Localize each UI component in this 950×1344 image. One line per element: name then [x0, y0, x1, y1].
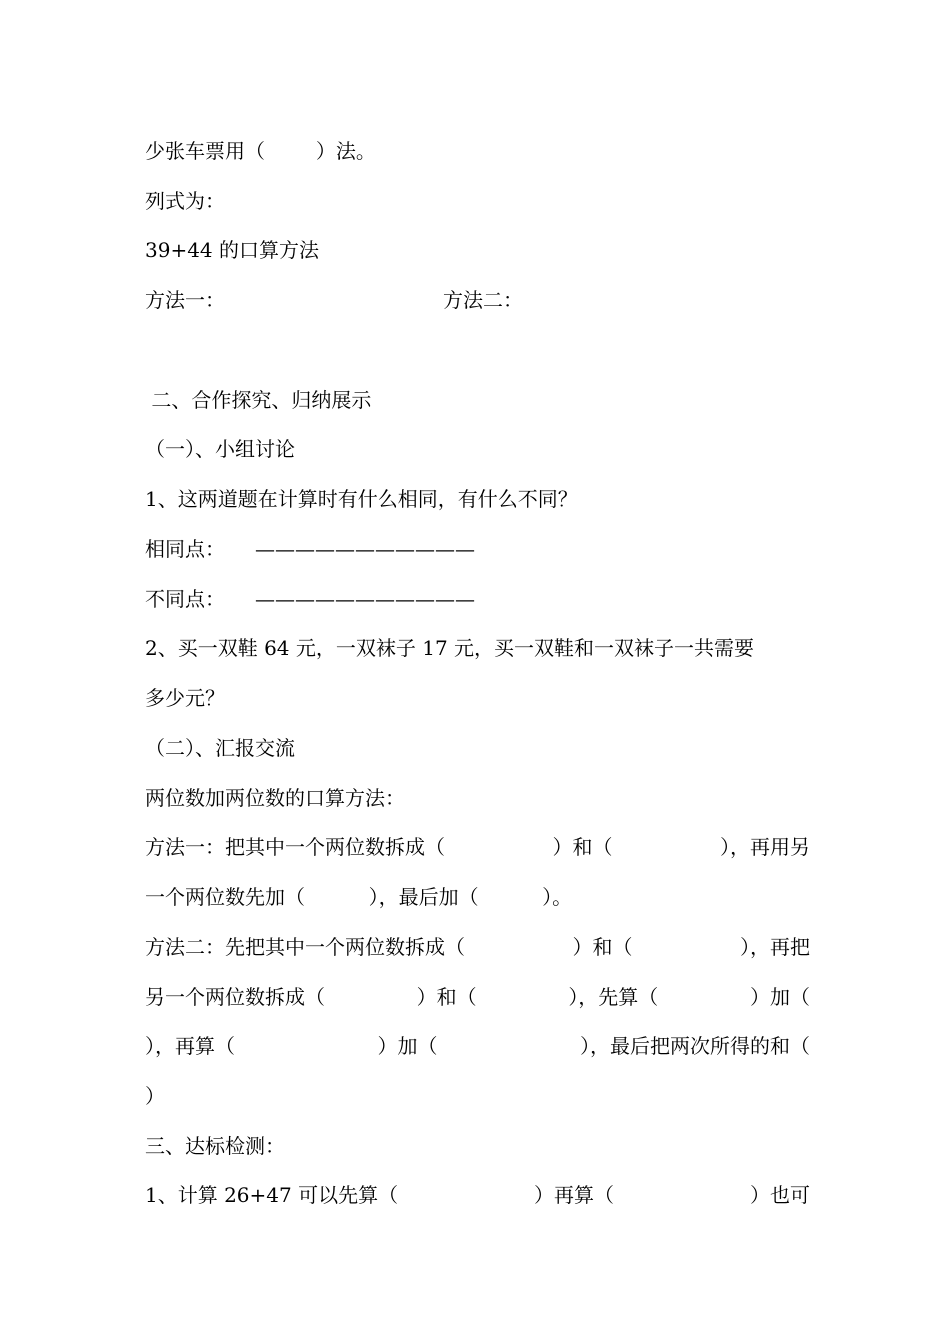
method-two-segment: 另一个两位数拆成（ — [145, 985, 325, 1009]
method-intro: 两位数加两位数的口算方法： — [145, 786, 405, 810]
method-two-label: 方法二： — [443, 288, 523, 312]
method-two-segment: 方法二：先把其中一个两位数拆成（ — [145, 935, 465, 959]
similarity-blank: ——————————— — [255, 537, 475, 561]
method-two-segment: ），最后把两次所得的和（ — [580, 1034, 810, 1058]
question-one: 1、这两道题在计算时有什么相同，有什么不同？ — [145, 487, 578, 511]
similarity-row — [145, 532, 810, 566]
method-one-line-2: 一个两位数先加（ ），最后加（ ）。 — [145, 885, 573, 909]
method-two-line-1 — [145, 930, 810, 964]
method-two-line-3 — [145, 1029, 810, 1063]
test-question-segment: ）也可 — [749, 1183, 810, 1207]
paragraph-ticket-method: 少张车票用（ ）法。 — [145, 139, 376, 163]
test-question-segment: 1、计算 26+47 可以先算（ — [145, 1183, 399, 1207]
paragraph-mental-math-title: 39+44 的口算方法 — [145, 238, 320, 262]
method-one-segment: 方法一：把其中一个两位数拆成（ — [145, 835, 445, 859]
method-two-segment: ），再把 — [740, 935, 810, 959]
question-two-line-2: 多少元？ — [145, 686, 225, 710]
method-two-segment: ）加（ — [749, 985, 810, 1009]
method-one-segment: ），再用另 — [720, 835, 810, 859]
difference-row — [145, 582, 810, 616]
method-two-segment: ）和（ — [416, 985, 477, 1009]
question-two-line-1: 2、买一双鞋 64 元，一双袜子 17 元，买一双鞋和一双袜子一共需要 — [145, 636, 755, 660]
method-two-segment: ）加（ — [377, 1034, 438, 1058]
method-two-segment: ），先算（ — [568, 985, 659, 1009]
section-heading-two: 二、合作探究、归纳展示 — [145, 388, 372, 412]
paragraph-formula-label: 列式为： — [145, 189, 225, 213]
method-two-segment: ），再算（ — [145, 1034, 235, 1058]
method-one-line-1 — [145, 830, 810, 864]
test-question-segment: ）再算（ — [534, 1183, 615, 1207]
method-two-segment: ）和（ — [572, 935, 633, 959]
method-two-line-2 — [145, 980, 810, 1014]
difference-label: 不同点： — [145, 587, 225, 611]
method-one-segment: ）和（ — [552, 835, 613, 859]
paragraph-methods-row — [145, 283, 810, 317]
difference-blank: ——————————— — [255, 587, 475, 611]
test-question-one — [145, 1178, 810, 1212]
method-one-label: 方法一： — [145, 288, 225, 312]
method-two-line-4: ） — [145, 1084, 165, 1108]
section-heading-three: 三、达标检测： — [145, 1134, 285, 1158]
subsection-heading-report: （二）、汇报交流 — [145, 736, 295, 760]
similarity-label: 相同点： — [145, 537, 225, 561]
subsection-heading-group-discussion: （一）、小组讨论 — [145, 437, 295, 461]
